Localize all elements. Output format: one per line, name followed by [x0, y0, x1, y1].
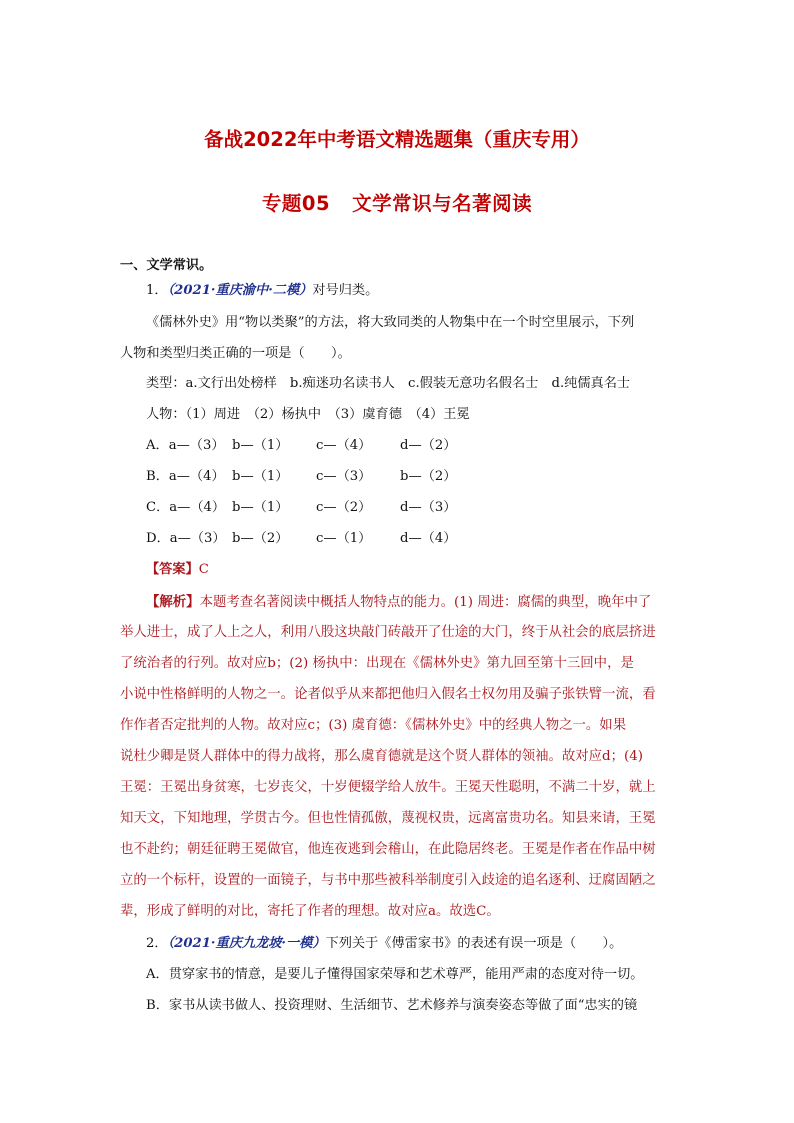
q1-option-c [146, 500, 706, 516]
option-cell: c—（2） [316, 500, 372, 515]
q1-analysis-line-3: 了统治者的行列。故对应b；(2) 杨执中：出现在《儒林外史》第九回至第十三回中，是 [120, 656, 634, 671]
option-cell: d—（2） [400, 438, 457, 453]
q2-option-b: B．家书从读书做人、投资理财、生活细节、艺术修养与演奏姿态等做了面“忠实的镜 [146, 998, 638, 1013]
q1-types: 类型：a.文行出处榜样 b.痴迷功名读书人 c.假装无意功名假名士 d.纯儒真名士 [146, 376, 631, 391]
q2-stem-tail: 下列关于《傅雷家书》的表述有误一项是（ ）。 [325, 936, 623, 951]
q1-analysis-line-2: 举人进士，成了人上之人，利用八股这块敲门砖敲开了仕途的大门，终于从社会的底层挤进 [120, 625, 656, 640]
option-cell: b—（1） [232, 469, 289, 484]
analysis-tag: 【解析】 [146, 594, 200, 610]
q1-answer [146, 562, 706, 578]
option-cell: b—（1） [232, 438, 289, 453]
q2-option-a: A．贯穿家书的情意，是要儿子懂得国家荣辱和艺术尊严，能用严肃的态度对待一切。 [146, 967, 644, 982]
q1-option-d [146, 531, 706, 547]
option-cell: b—（1） [232, 500, 289, 515]
section-heading: 一、文学常识。 [120, 258, 213, 273]
option-cell: c—（4） [316, 438, 372, 453]
q1-option-a [146, 438, 706, 454]
q1-analysis-line-11: 辈，形成了鲜明的对比，寄托了作者的理想。故对应a。故选C。 [120, 904, 500, 919]
analysis-text: 本题考查名著阅读中概括人物特点的能力。(1) 周进：腐儒的典型，晚年中了 [199, 595, 652, 610]
option-cell: c—（3） [316, 469, 372, 484]
sub-title-number: 专题05 [261, 192, 331, 215]
q1-analysis-line-5: 作作者否定批判的人物。故对应c；(3) 虞育德：《儒林外史》中的经典人物之一。如果 [120, 718, 627, 733]
q1-people: 人物：（1）周进 （2）杨执中 （3）虞育德 （4）王冕 [146, 407, 470, 422]
q1-analysis-line-4: 小说中性格鲜明的人物之一。论者似乎从来都把他归入假名士权勿用及骗子张铁臂一流，看 [120, 687, 656, 702]
option-label: A．a—（3） [146, 438, 225, 453]
q1-analysis-line-9: 也不赴约；朝廷征聘王冕做官，他连夜逃到会稽山，在此隐居终老。王冕是作者在作品中树 [120, 842, 656, 857]
q1-source: （2021·重庆渝中·二模） [167, 283, 313, 298]
q1-option-b [146, 469, 706, 485]
option-cell: b—（2） [232, 531, 289, 546]
q1-stem-tail: 对号归类。 [312, 283, 379, 298]
q1-analysis-line-7: 王冕：王冕出身贫寒，七岁丧父，十岁便辍学给人放牛。王冕天性聪明，不满二十岁，就上 [120, 780, 656, 795]
q2-stem [146, 936, 706, 952]
option-label: B．a—（4） [146, 469, 225, 484]
main-title: 备战2022年中考语文精选题集（重庆专用） [204, 128, 590, 151]
q1-analysis-line-1 [146, 594, 706, 611]
sub-title-text: 文学常识与名著阅读 [352, 192, 533, 215]
q1-stem [146, 283, 706, 299]
option-label: C．a—（4） [146, 500, 226, 515]
q1-body-line-1: 《儒林外史》用“物以类聚”的方法，将大致同类的人物集中在一个时空里展示，下列 [146, 315, 635, 330]
sub-title [0, 188, 794, 216]
option-cell: c—（1） [316, 531, 372, 546]
answer-tag: 【答案】 [146, 562, 199, 577]
option-label: D．a—（3） [146, 531, 226, 546]
option-cell: d—（4） [400, 531, 457, 546]
q2-number: 2． [146, 936, 168, 951]
q1-number: 1． [146, 283, 168, 298]
q1-analysis-line-6: 说杜少卿是贤人群体中的得力战将，那么虞育德就是这个贤人群体的领袖。故对应d；(4) [120, 749, 643, 764]
q1-analysis-line-10: 立的一个标杆，设置的一面镜子，与书中那些被科举制度引入歧途的追名逐利、迂腐固陋之 [120, 873, 656, 888]
option-cell: b—（2） [400, 469, 457, 484]
q1-analysis-line-8: 知天文，下知地理，学贯古今。但也性情孤傲，蔑视权贵，远离富贵功名。知县来请，王冕 [120, 811, 656, 826]
q2-source: （2021·重庆九龙坡·一模） [167, 936, 326, 951]
option-cell: d—（3） [400, 500, 457, 515]
q1-body-line-2: 人物和类型归类正确的一项是（ ）。 [120, 346, 351, 361]
answer-value: C [198, 562, 209, 577]
